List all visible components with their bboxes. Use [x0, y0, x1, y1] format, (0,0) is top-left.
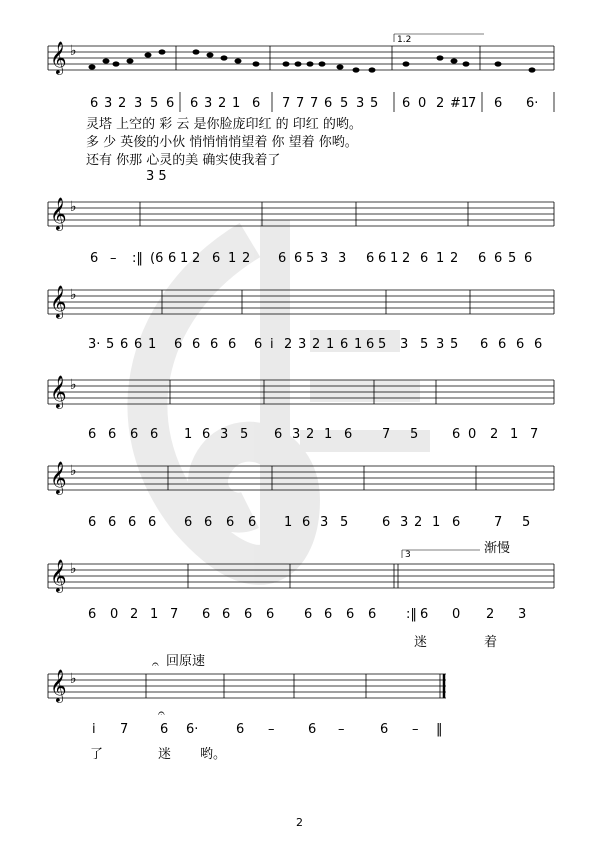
- treble-clef: 𝄞: [50, 41, 67, 74]
- staff-row-7: [48, 674, 446, 698]
- svg-text:6: 6: [210, 337, 219, 352]
- svg-text:6: 6: [420, 607, 429, 622]
- key-flat: ♭: [70, 671, 77, 687]
- svg-text:6: 6: [166, 96, 175, 111]
- key-flat: ♭: [70, 377, 77, 393]
- svg-text:6: 6: [150, 427, 159, 442]
- lyric-line-1: 灵塔 上空的 彩 云 是你脸庞印红 的 印红 的哟。: [86, 117, 362, 132]
- svg-text:2: 2: [414, 515, 423, 530]
- jianpu-numbers-row-4: [88, 427, 538, 442]
- svg-text:3: 3: [356, 96, 365, 111]
- svg-text:6: 6: [278, 251, 287, 266]
- svg-text:2: 2: [192, 251, 201, 266]
- treble-clef: 𝄞: [50, 197, 67, 230]
- svg-text:6: 6: [324, 96, 333, 111]
- svg-text:2: 2: [218, 96, 227, 111]
- lyric-yo: 哟。: [200, 747, 227, 762]
- volta-3-bracket: [402, 550, 480, 560]
- svg-text:(6: (6: [150, 251, 164, 266]
- fermata-icon: 𝄐: [158, 706, 165, 720]
- svg-text:6·: 6·: [526, 96, 539, 111]
- svg-text:6: 6: [266, 607, 275, 622]
- svg-text:1: 1: [284, 515, 293, 530]
- treble-clef: 𝄞: [50, 559, 67, 592]
- jianpu-numbers-row-5: [88, 515, 530, 530]
- treble-clef: 𝄞: [50, 285, 67, 318]
- svg-text:6: 6: [134, 337, 143, 352]
- svg-text:6: 6: [308, 722, 317, 737]
- alt-notes-3-5: 3 5: [146, 169, 167, 184]
- svg-text:7: 7: [310, 96, 319, 111]
- svg-text:1: 1: [432, 515, 441, 530]
- svg-text:1: 1: [180, 251, 189, 266]
- svg-text:6: 6: [524, 251, 533, 266]
- svg-text:1: 1: [184, 427, 193, 442]
- tempo-huiyuansu: 回原速: [166, 654, 206, 669]
- lyric-line-3: 还有 你那 心灵的美 确实使我着了: [86, 153, 281, 168]
- jianpu-numbers-row-3: [88, 337, 542, 352]
- svg-text:7: 7: [296, 96, 305, 111]
- svg-text:6: 6: [120, 337, 129, 352]
- svg-text:0: 0: [110, 607, 119, 622]
- svg-text:6: 6: [294, 251, 303, 266]
- lyric-zhe: 着: [484, 635, 498, 650]
- svg-text:7: 7: [530, 427, 539, 442]
- svg-text:6: 6: [254, 337, 263, 352]
- svg-text:3: 3: [320, 251, 329, 266]
- svg-text:1: 1: [390, 251, 399, 266]
- treble-clef: 𝄞: [50, 669, 67, 702]
- svg-text:6·: 6·: [186, 722, 199, 737]
- svg-text:#1: #1: [450, 96, 470, 111]
- svg-text:6: 6: [222, 607, 231, 622]
- svg-text:6: 6: [534, 337, 543, 352]
- svg-text:6: 6: [452, 427, 461, 442]
- svg-text:7: 7: [382, 427, 391, 442]
- staff-notes-row-1: [89, 49, 536, 72]
- svg-text:6: 6: [366, 337, 375, 352]
- svg-text:6: 6: [494, 251, 503, 266]
- svg-text:–: –: [412, 722, 419, 737]
- staff-row-1: [48, 46, 554, 70]
- svg-text:‖: ‖: [436, 722, 443, 737]
- svg-text:3: 3: [104, 96, 113, 111]
- svg-text:6: 6: [184, 515, 193, 530]
- key-flat: ♭: [70, 43, 77, 59]
- svg-text:6: 6: [382, 515, 391, 530]
- svg-text:6: 6: [498, 337, 507, 352]
- svg-text:6: 6: [516, 337, 525, 352]
- lyric-line-2: 多 少 英俊的小伙 悄悄悄悄望着 你 望着 你哟。: [86, 135, 358, 150]
- svg-text:5: 5: [508, 251, 517, 266]
- jianpu-numbers-row-7: [92, 722, 443, 737]
- svg-text:2: 2: [402, 251, 411, 266]
- svg-text:6: 6: [452, 515, 461, 530]
- volta-label: 3: [405, 550, 411, 560]
- svg-text:0: 0: [418, 96, 427, 111]
- svg-text:1: 1: [326, 337, 335, 352]
- svg-text:0: 0: [468, 427, 477, 442]
- svg-text:5: 5: [420, 337, 429, 352]
- svg-text:6: 6: [494, 96, 503, 111]
- svg-text:1: 1: [324, 427, 333, 442]
- svg-text:5: 5: [106, 337, 115, 352]
- lyric-le: 了: [90, 747, 104, 762]
- svg-text:6: 6: [340, 337, 349, 352]
- svg-text:6: 6: [228, 337, 237, 352]
- treble-clef: 𝄞: [50, 375, 67, 408]
- svg-text:7: 7: [170, 607, 179, 622]
- svg-text:6: 6: [108, 427, 117, 442]
- svg-text:3: 3: [220, 427, 229, 442]
- svg-text:–: –: [338, 722, 345, 737]
- key-flat: ♭: [70, 561, 77, 577]
- svg-text:6: 6: [244, 607, 253, 622]
- key-flat: ♭: [70, 199, 77, 215]
- svg-text:3: 3: [134, 96, 143, 111]
- svg-text:6: 6: [202, 607, 211, 622]
- svg-text:3: 3: [400, 515, 409, 530]
- svg-text:5: 5: [450, 337, 459, 352]
- svg-text:2: 2: [118, 96, 127, 111]
- jianpu-numbers-row-6: [88, 607, 526, 622]
- svg-text:2: 2: [284, 337, 293, 352]
- svg-text:3: 3: [338, 251, 347, 266]
- svg-text:6: 6: [160, 722, 169, 737]
- svg-text:6: 6: [190, 96, 199, 111]
- svg-text:1: 1: [354, 337, 363, 352]
- svg-text:5: 5: [240, 427, 249, 442]
- svg-text:6: 6: [302, 515, 311, 530]
- svg-text:5: 5: [340, 515, 349, 530]
- volta-1-2-bracket: [394, 34, 484, 45]
- svg-text:i: i: [270, 337, 274, 352]
- tempo-jianman: 渐慢: [484, 541, 511, 556]
- svg-text:6: 6: [88, 607, 97, 622]
- svg-text:3: 3: [518, 607, 527, 622]
- staff-row-3: [48, 290, 554, 314]
- svg-text:6: 6: [380, 722, 389, 737]
- svg-text:1: 1: [148, 337, 157, 352]
- svg-text:6: 6: [226, 515, 235, 530]
- svg-text:5: 5: [150, 96, 159, 111]
- svg-text:2: 2: [486, 607, 495, 622]
- svg-text:3: 3: [320, 515, 329, 530]
- svg-text:1: 1: [228, 251, 237, 266]
- svg-text:0: 0: [452, 607, 461, 622]
- svg-text:1: 1: [510, 427, 519, 442]
- svg-text:2: 2: [450, 251, 459, 266]
- svg-text:6: 6: [324, 607, 333, 622]
- staff-row-4: [48, 380, 554, 404]
- svg-text:6: 6: [420, 251, 429, 266]
- svg-text:6: 6: [148, 515, 157, 530]
- svg-text:6: 6: [402, 96, 411, 111]
- svg-text::‖: :‖: [406, 607, 417, 622]
- lyric-mi-end: 迷: [158, 747, 172, 762]
- svg-text:5: 5: [370, 96, 379, 111]
- svg-text:6: 6: [88, 515, 97, 530]
- svg-text:2: 2: [130, 607, 139, 622]
- lyric-mi: 迷: [414, 635, 428, 650]
- svg-text:6: 6: [480, 337, 489, 352]
- svg-text:6: 6: [478, 251, 487, 266]
- svg-text:6: 6: [108, 515, 117, 530]
- svg-text:–: –: [110, 251, 117, 266]
- svg-text:2: 2: [242, 251, 251, 266]
- svg-text::‖: :‖: [132, 251, 143, 266]
- jianpu-numbers-row-2: [90, 251, 532, 266]
- svg-text:3: 3: [400, 337, 409, 352]
- svg-text:6: 6: [344, 427, 353, 442]
- svg-text:6: 6: [274, 427, 283, 442]
- svg-text:5: 5: [522, 515, 531, 530]
- svg-text:6: 6: [252, 96, 261, 111]
- svg-text:2: 2: [490, 427, 499, 442]
- jianpu-numbers-row-1: [90, 96, 538, 111]
- svg-text:6: 6: [204, 515, 213, 530]
- treble-clef: 𝄞: [50, 461, 67, 494]
- svg-text:3: 3: [436, 337, 445, 352]
- staff-row-2: [48, 202, 554, 226]
- svg-text:6: 6: [378, 251, 387, 266]
- svg-text:2: 2: [436, 96, 445, 111]
- svg-text:5: 5: [306, 251, 315, 266]
- svg-text:i: i: [92, 722, 96, 737]
- svg-text:6: 6: [88, 427, 97, 442]
- fermata-icon: 𝄐: [152, 657, 159, 671]
- svg-text:1: 1: [232, 96, 241, 111]
- svg-text:5: 5: [378, 337, 387, 352]
- svg-text:6: 6: [236, 722, 245, 737]
- svg-text:6: 6: [202, 427, 211, 442]
- svg-text:1: 1: [436, 251, 445, 266]
- svg-text:6: 6: [90, 251, 99, 266]
- svg-text:7: 7: [494, 515, 503, 530]
- svg-text:1: 1: [150, 607, 159, 622]
- svg-text:6: 6: [128, 515, 137, 530]
- svg-text:6: 6: [346, 607, 355, 622]
- svg-text:6: 6: [212, 251, 221, 266]
- svg-text:6: 6: [168, 251, 177, 266]
- svg-text:3·: 3·: [88, 337, 101, 352]
- key-flat: ♭: [70, 463, 77, 479]
- svg-text:6: 6: [368, 607, 377, 622]
- svg-text:6: 6: [366, 251, 375, 266]
- svg-text:6: 6: [192, 337, 201, 352]
- volta-label: 1.2: [397, 35, 412, 45]
- svg-text:5: 5: [340, 96, 349, 111]
- svg-text:3: 3: [298, 337, 307, 352]
- staff-row-6: [48, 564, 554, 588]
- svg-text:3: 3: [292, 427, 301, 442]
- svg-text:7: 7: [120, 722, 129, 737]
- key-flat: ♭: [70, 287, 77, 303]
- svg-text:5: 5: [410, 427, 419, 442]
- page-number: 2: [296, 816, 303, 829]
- svg-text:2: 2: [306, 427, 315, 442]
- svg-text:7: 7: [468, 96, 477, 111]
- svg-text:3: 3: [204, 96, 213, 111]
- svg-text:7: 7: [282, 96, 291, 111]
- svg-text:6: 6: [304, 607, 313, 622]
- svg-text:2: 2: [312, 337, 321, 352]
- svg-text:6: 6: [90, 96, 99, 111]
- lyrics-row-1: [86, 116, 362, 168]
- svg-text:6: 6: [248, 515, 257, 530]
- svg-text:6: 6: [174, 337, 183, 352]
- svg-text:–: –: [268, 722, 275, 737]
- svg-text:6: 6: [130, 427, 139, 442]
